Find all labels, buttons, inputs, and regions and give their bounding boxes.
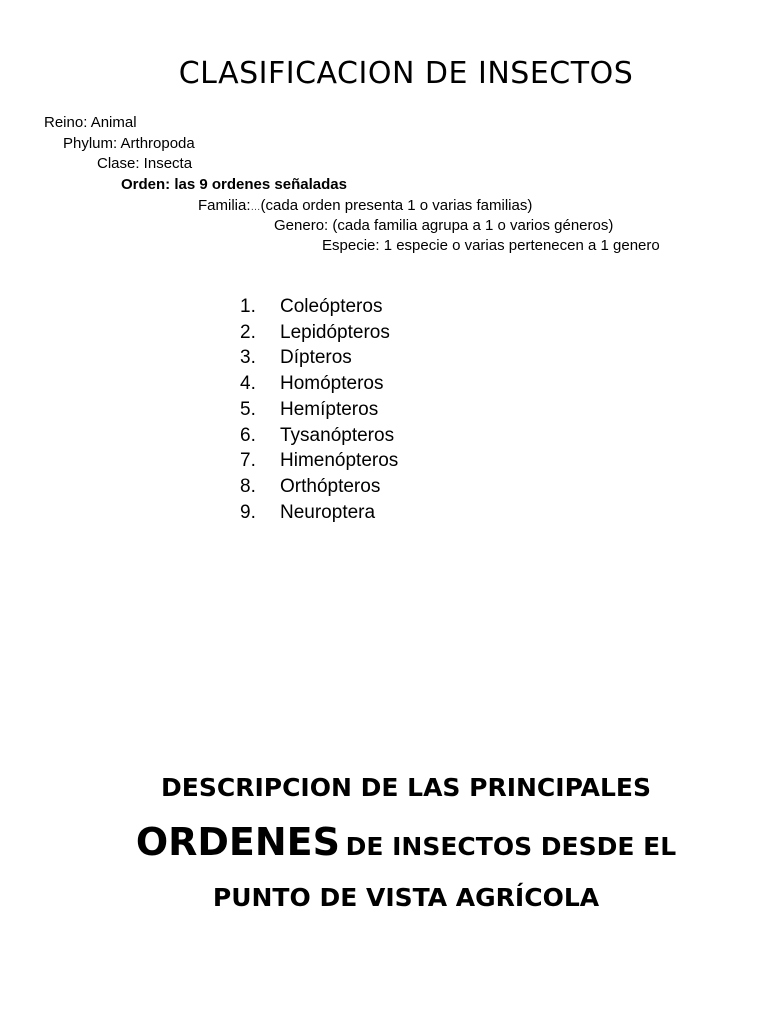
- taxonomy-genero: Genero: (cada familia agrupa a 1 o varios géneros): [274, 217, 614, 234]
- order-item: [240, 345, 398, 371]
- order-item: [240, 474, 398, 500]
- order-name: Himenópteros: [280, 450, 399, 472]
- order-name: Tysanópteros: [280, 424, 395, 446]
- taxonomy-familia: [198, 196, 532, 218]
- order-item: [240, 320, 398, 346]
- description-line-3: PUNTO DE VISTA AGRÍCOLA: [212, 883, 600, 912]
- description-emphasis: ORDENES: [135, 820, 341, 864]
- order-number: 9.: [240, 501, 256, 523]
- order-number: 1.: [240, 296, 256, 317]
- order-name: Orthópteros: [280, 475, 381, 497]
- order-item: [240, 397, 398, 423]
- order-item: [240, 371, 398, 397]
- taxonomy-orden: Orden: las 9 ordenes señaladas: [121, 176, 347, 193]
- description-line-1: DESCRIPCION DE LAS PRINCIPALES: [161, 773, 651, 802]
- order-name: Coleópteros: [280, 296, 383, 317]
- familia-ellipsis: …: [250, 202, 261, 213]
- order-number: 5.: [240, 398, 256, 420]
- description-line-2: [0, 818, 768, 874]
- order-number: 3.: [240, 347, 256, 369]
- order-number: 8.: [240, 475, 256, 497]
- description-heading: [0, 768, 768, 918]
- familia-text: (cada orden presenta 1 o varias familias): [260, 197, 533, 214]
- order-name: Homópteros: [280, 373, 384, 395]
- order-number: 6.: [240, 424, 256, 446]
- order-item: [240, 423, 398, 449]
- order-number: 7.: [240, 450, 256, 472]
- order-item: [240, 294, 398, 320]
- taxonomy-especie: Especie: 1 especie o varias pertenecen a 1 genero: [322, 237, 660, 254]
- order-item: [240, 500, 398, 526]
- familia-label: Familia:: [198, 197, 251, 214]
- taxonomy-phylum: Phylum: Arthropoda: [63, 135, 195, 152]
- orders-list: [240, 294, 398, 525]
- order-number: 2.: [240, 321, 256, 343]
- order-name: Lepidópteros: [280, 321, 390, 343]
- order-number: 4.: [240, 373, 256, 395]
- description-line-2-rest: DE INSECTOS DESDE EL: [345, 832, 677, 861]
- order-name: Hemípteros: [280, 398, 379, 420]
- page-title: CLASIFICACION DE INSECTOS: [178, 56, 634, 91]
- taxonomy-clase: Clase: Insecta: [97, 155, 193, 172]
- order-name: Neuroptera: [280, 501, 376, 523]
- order-item: [240, 448, 398, 474]
- taxonomy-reino: Reino: Animal: [44, 114, 137, 131]
- order-name: Dípteros: [280, 347, 352, 369]
